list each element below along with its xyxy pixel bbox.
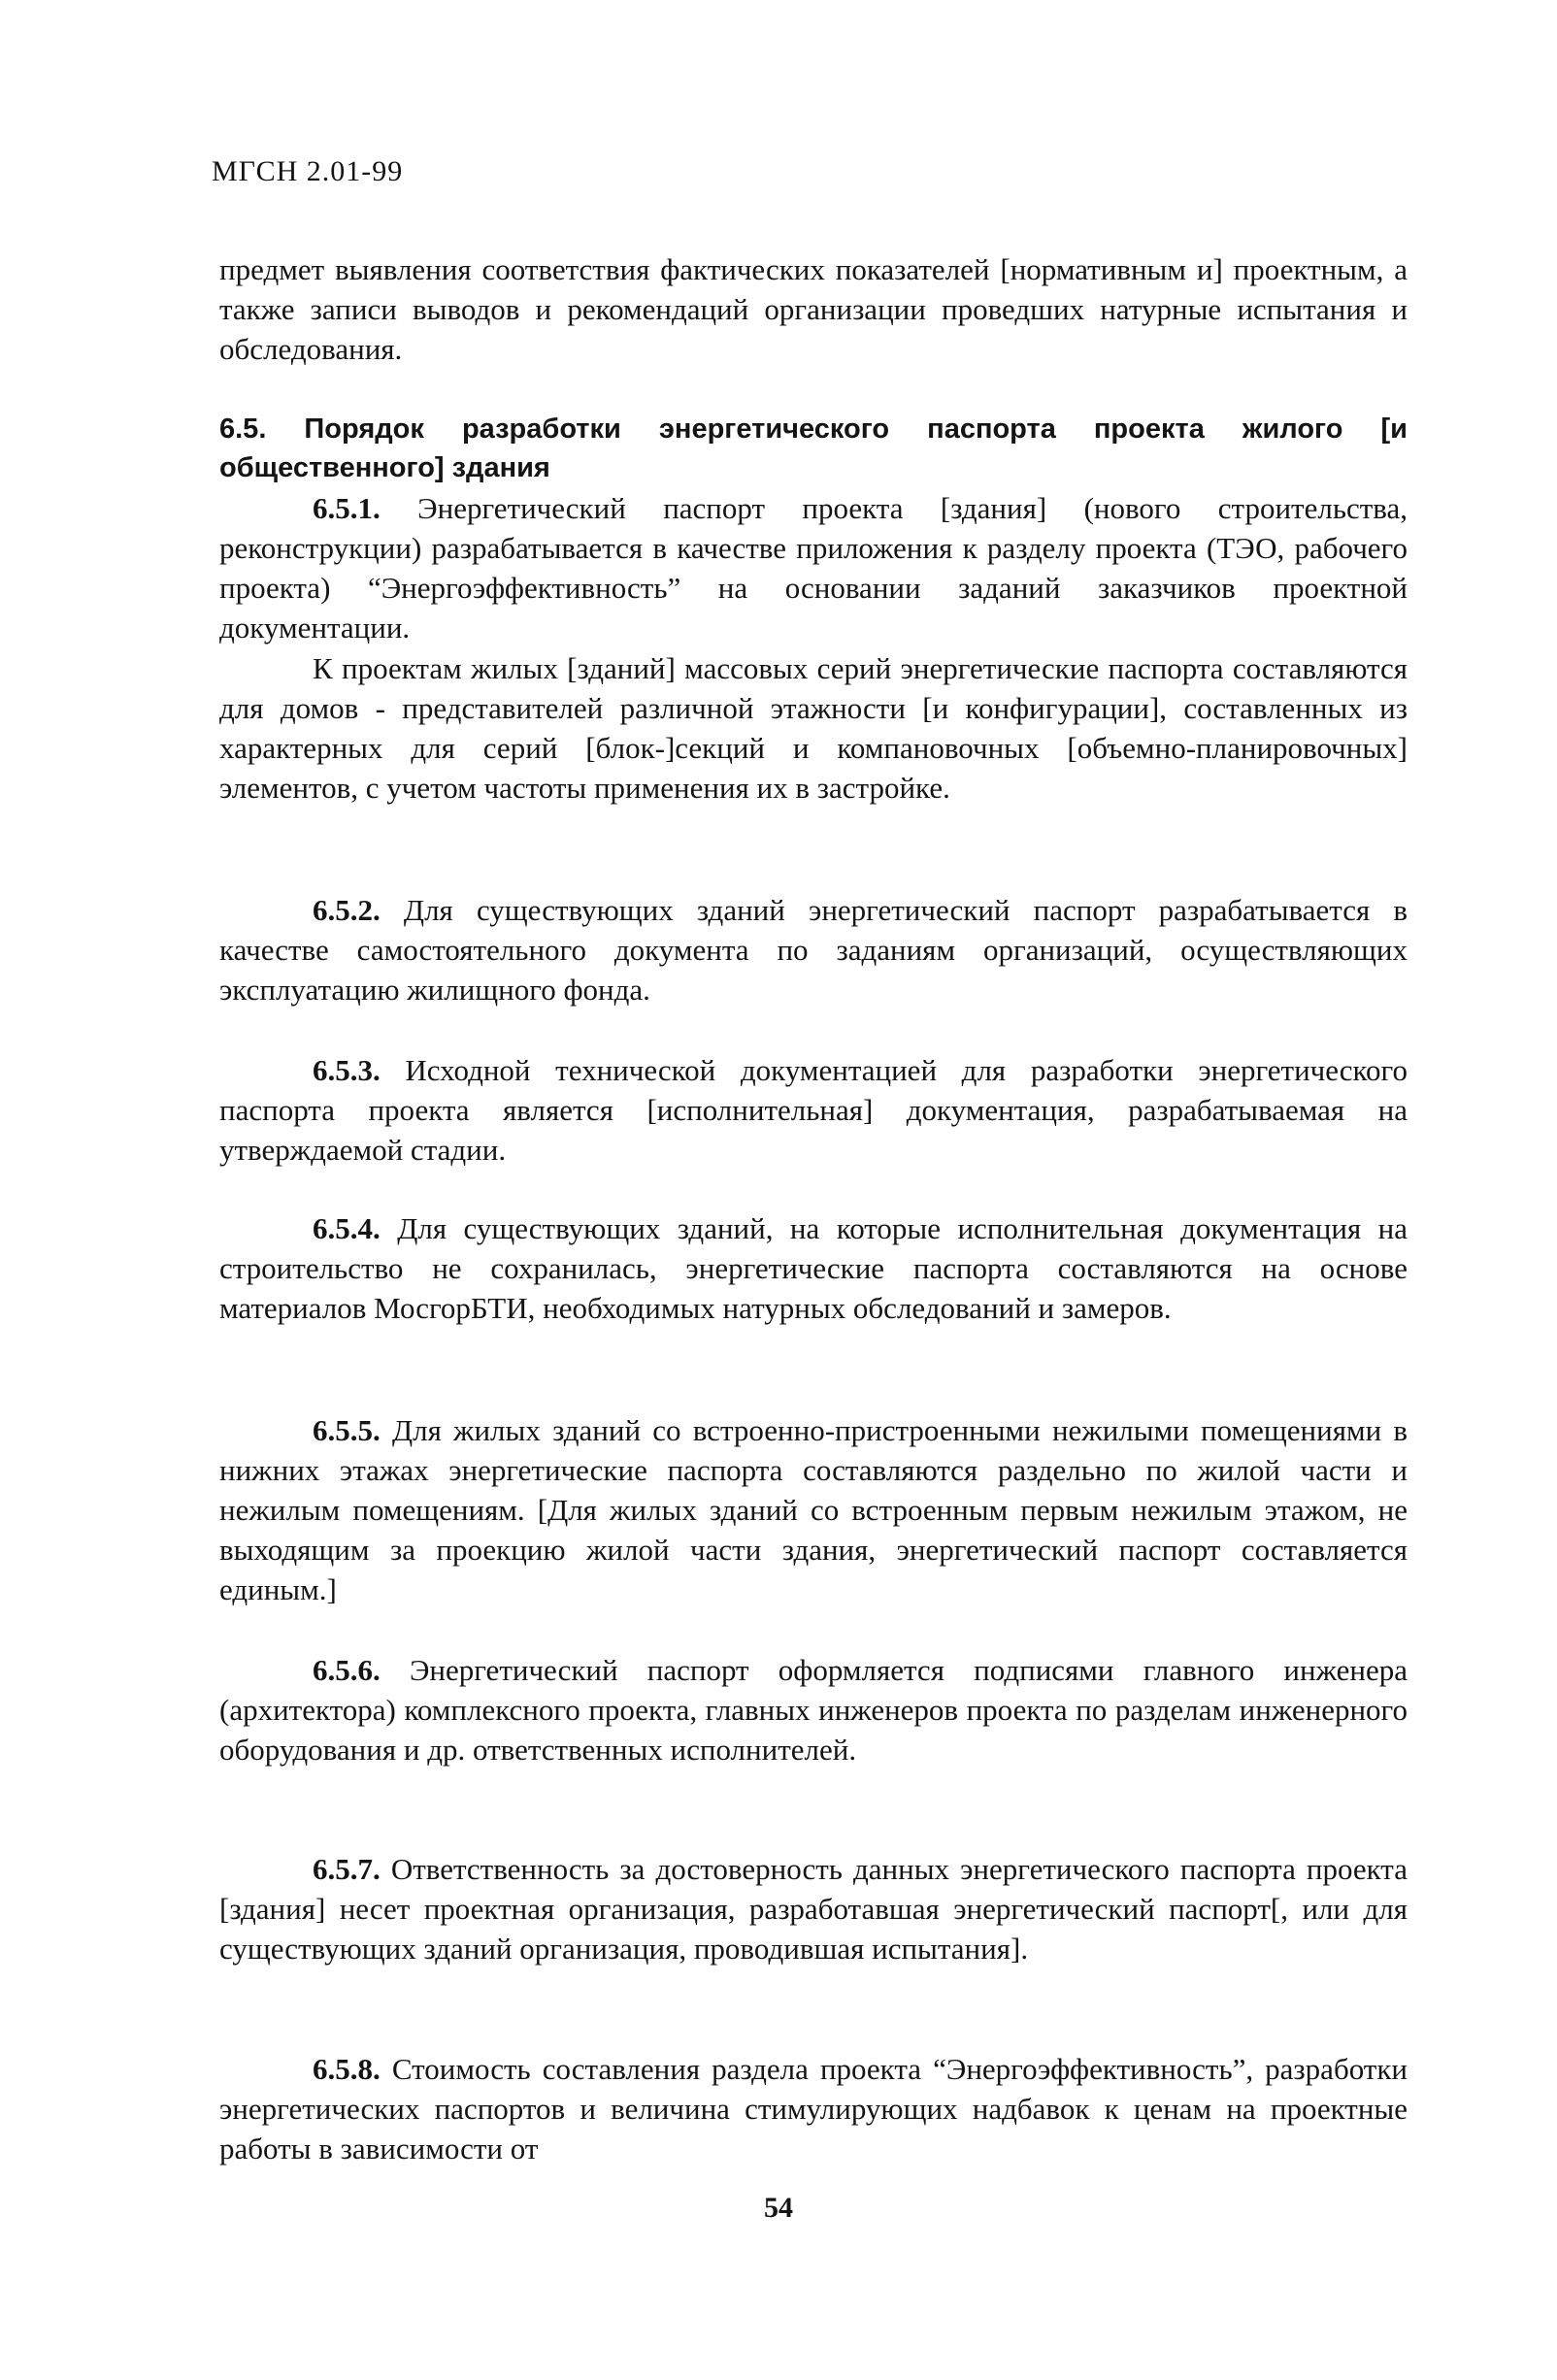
document-code-header: МГСН 2.01-99 xyxy=(212,155,404,187)
clause-text: Энергетический паспорт проекта [здания] (нового строительства, реконструкции) разрабатывается в качестве приложения к разделу проекта (ТЭО, рабочего проекта) “Энергоэффективность” на основании заданий заказчиков проектной документации. xyxy=(219,491,1408,645)
clause-text: Для существующих зданий энергетический паспорт разрабатывается в качестве самостоятельного документа по заданиям организаций, осуществляющих эксплуатацию жилищного фонда. xyxy=(219,893,1408,1007)
clause-6-5-8 xyxy=(219,2049,1408,2168)
clause-number: 6.5.4. xyxy=(313,1211,381,1245)
intro-paragraph xyxy=(219,249,1408,369)
clause-6-5-7 xyxy=(219,1849,1408,1968)
clause-text: Стоимость составления раздела проекта “Энергоэффективность”, разработки энергетических паспортов и величина стимулирующих надбавок к ценам на проектные работы в зависимости от xyxy=(219,2052,1408,2165)
intro-text: предмет выявления соответствия фактических показателей [нормативным и] проектным, а также записи выводов и рекомендаций организации проведших натурные испытания и обследования. xyxy=(219,252,1408,366)
clause-number: 6.5.6. xyxy=(313,1653,381,1687)
clause-6-5-4 xyxy=(219,1208,1408,1328)
section-title: 6.5. Порядок разработки энергетического паспорта проекта жилого [и общественного] здания xyxy=(219,413,1408,483)
clause-6-5-1 xyxy=(219,488,1408,647)
clause-text: Для жилых зданий со встроенно-пристроенными нежилыми помещениями в нижних этажах энергетические паспорта составляются раздельно по жилой части и нежилым помещениям. [Для жилых зданий со встроенным первым нежилым этажом, не выходящим за проекцию жилой части здания, энергетический паспорт составляется единым.] xyxy=(219,1413,1408,1606)
clause-6-5-5 xyxy=(219,1410,1408,1609)
clause-6-5-1-continued xyxy=(219,648,1408,808)
clause-number: 6.5.2. xyxy=(313,893,381,927)
clause-text: Исходной технической документацией для разработки энергетического паспорта проекта является [исполнительная] документация, разрабатываемая на утверждаемой стадии. xyxy=(219,1053,1408,1167)
clause-number: 6.5.3. xyxy=(313,1053,381,1087)
clause-6-5-3 xyxy=(219,1050,1408,1170)
clause-number: 6.5.5. xyxy=(313,1413,381,1447)
clause-number: 6.5.7. xyxy=(313,1852,381,1886)
clause-number: 6.5.8. xyxy=(313,2052,381,2086)
clause-text: Для существующих зданий, на которые исполнительная документация на строительство не сохранилась, энергетические паспорта составляются на основе материалов МосгорБТИ, необходимых натурных обследований и замеров. xyxy=(219,1211,1408,1325)
clause-text: Ответственность за достоверность данных энергетического паспорта проекта [здания] несет проектная организация, разработавшая энергетический паспорт[, или для существующих зданий организация, проводившая испытания]. xyxy=(219,1852,1408,1966)
clause-number: 6.5.1. xyxy=(313,491,381,525)
section-heading xyxy=(219,410,1408,487)
clause-text: Энергетический паспорт оформляется подписями главного инженера (архитектора) комплексного проекта, главных инженеров проекта по разделам инженерного оборудования и др. ответственных исполнителей. xyxy=(219,1653,1408,1767)
clause-6-5-2 xyxy=(219,890,1408,1009)
clause-text: К проектам жилых [зданий] массовых серий энергетические паспорта составляются для домов - представителей различной этажности [и конфигурации], составленных из характерных для серий [блок-]секций и компановочных [объемно-планировочных] элементов, с учетом частоты применения их в застройке. xyxy=(219,651,1408,805)
clause-6-5-6 xyxy=(219,1650,1408,1769)
page-number: 54 xyxy=(764,2192,793,2224)
